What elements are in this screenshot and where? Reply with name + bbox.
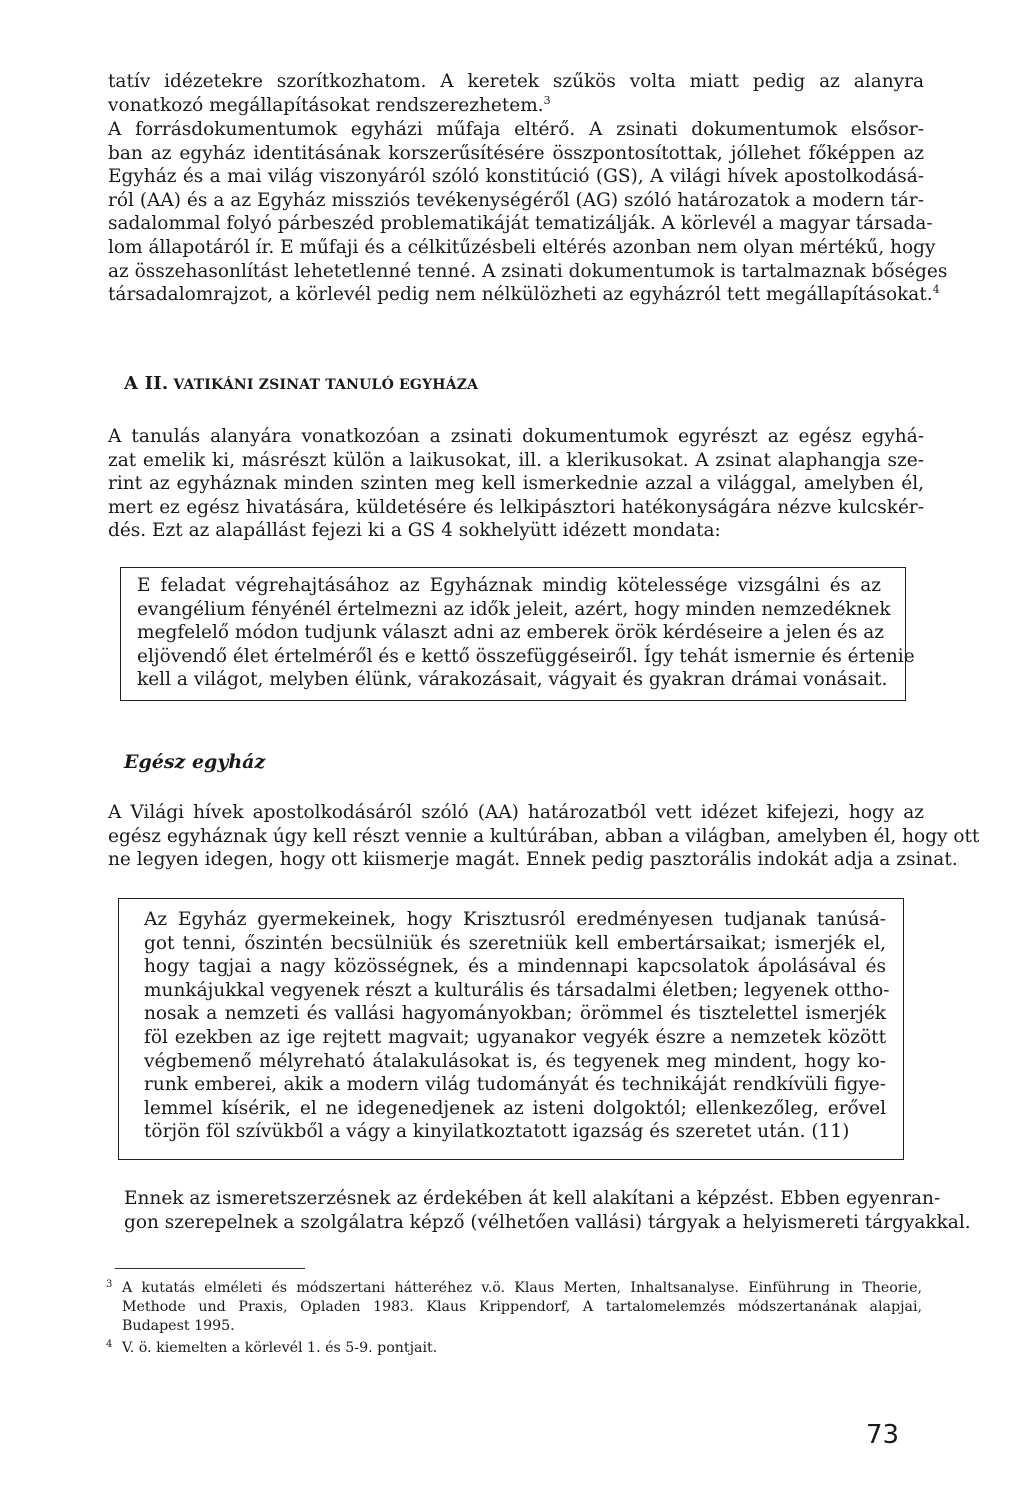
intro-paragraph-1 <box>108 70 924 117</box>
text-line: Ennek az ismeretszerzésnek az érdekében át kell alakítani a képzést. Ebben egyenran- <box>124 1188 941 1209</box>
text-line: kell a világot, melyben élünk, várakozásait, vágyait és gyakran drámai vonásait. <box>137 669 888 691</box>
text-line: ban az egyház identitásának korszerűsítésére összpontosítottak, jóllehet főképpen az <box>108 142 924 164</box>
text-line: törjön föl szívükből a vágy a kinyilatkoztatott igazság és szeretet után. (11) <box>144 1121 850 1143</box>
section-paragraph <box>108 425 924 543</box>
text-line: got tenni, őszintén becsülniük és szeretniük kell embertársaikat; ismerjék el, <box>144 932 886 954</box>
quote-box-gs4 <box>120 567 915 701</box>
text-line: eljövendő élet értelméről és e kettő összefüggéseiről. Így tehát ismernie és értenie <box>137 645 915 667</box>
text-line: végbemenő mélyreható átalakulásokat is, és tegyenek meg mindent, hogy ko- <box>144 1050 886 1072</box>
text-line: evangélium fényénél értelmezni az idők jeleit, azért, hogy minden nemzedéknek <box>137 598 891 620</box>
text-line: zat emelik ki, másrészt külön a laikusokat, ill. a klerikusokat. A zsinat alaphangja sze- <box>108 449 924 471</box>
text-line: munkájukkal vegyenek részt a kulturális és társadalmi életben; legyenek ottho- <box>144 979 890 1001</box>
footnote-line: A kutatás elméleti és módszertani hátteréhez v.ö. Klaus Merten, Inhaltsanalyse. Einführung in Theorie, <box>122 1280 922 1296</box>
quote-text <box>144 908 890 1144</box>
footnote-number: 3 <box>106 1279 113 1290</box>
closing-paragraph <box>124 1187 971 1234</box>
text-line: lemmel kísérik, el ne idegenedjenek az isteni dolgoktól; ellenkezőleg, erővel <box>144 1097 886 1119</box>
footnote-ref: 4 <box>932 283 940 296</box>
text-line: Egyház és a mai világ viszonyáról szóló konstitúció (GS), A világi hívek apostolkodásá- <box>108 166 924 188</box>
section-heading-title: VATIKÁNI ZSINAT TANULÓ EGYHÁZA <box>173 377 479 393</box>
text-line: ról (AA) és a az Egyház missziós tevékenységéről (AG) szóló határozatok a modern tár- <box>108 189 924 211</box>
text-line: mert ez egész hivatására, küldetésére és lelkipásztori hatékonyságára nézve kulcskér- <box>108 496 924 518</box>
text-line: ne legyen idegen, hogy ott kiismerje magát. Ennek pedig pasztorális indokát adja a zsinat. <box>108 849 958 871</box>
footnote-4 <box>106 1339 922 1358</box>
text-line: megfelelő módon tudjunk választ adni az emberek örök kérdéseire a jelen és az <box>137 622 885 644</box>
text-line: az összehasonlítást lehetetlenné tenné. A zsinati dokumentumok is tartalmaznak bőséges <box>108 260 948 282</box>
text-line: dés. Ezt az alapállást fejezi ki a GS 4 sokhelyütt idézett mondata: <box>108 520 721 542</box>
footnote-divider <box>115 1268 305 1269</box>
text-line: hogy tagjai a nagy közösségnek, és a mindennapi kapcsolatok ápolásával és <box>144 956 886 978</box>
text-line: nosak a nemzeti és vallási hagyományokban; örömmel és tisztelettel ismerjék <box>144 1003 886 1025</box>
footnote-3 <box>106 1279 922 1337</box>
footnote-line: V. ö. kiemelten a körlevél 1. és 5-9. pontjait. <box>122 1340 438 1356</box>
text-line: sadalommal folyó párbeszéd problematikáját tematizálják. A körlevél a magyar társada- <box>108 213 933 235</box>
subsection-paragraph <box>108 801 980 872</box>
text-line: gon szerepelnek a szolgálatra képző (vélhetően vallási) tárgyak a helyismereti tárgyakkal. <box>124 1211 971 1233</box>
intro-paragraph-2 <box>108 118 948 307</box>
section-heading <box>124 373 478 394</box>
section-heading-lead: A II. <box>124 373 169 394</box>
text-line: Az Egyház gyermekeinek, hogy Krisztusról eredményesen tudjanak tanúsá- <box>144 909 886 930</box>
subsection-heading: Egész egyház <box>124 751 266 773</box>
footnote-line: Budapest 1995. <box>122 1318 235 1335</box>
text-line: rint az egyháznak minden szinten meg kell ismerkednie azzal a világgal, amelyben él, <box>108 473 924 495</box>
text-line: A Világi hívek apostolkodásáról szóló (AA) határozatból vett idézet kifejezi, hogy az <box>108 802 924 823</box>
text-line: E feladat végrehajtásához az Egyháznak mindig kötelessége vizsgálni és az <box>137 575 881 596</box>
text-line: tatív idézetekre szorítkozhatom. A keretek szűkös volta miatt pedig az alanyra <box>108 71 924 92</box>
text-line: vonatkozó megállapításokat rendszerezhetem.$^3$ <box>108 93 551 116</box>
text-line: A tanulás alanyára vonatkozóan a zsinati dokumentumok egyrészt az egész egyhá- <box>108 426 924 447</box>
text-line: lom állapotáról ír. E műfaji és a célkitűzésbeli eltérés azonban nem olyan mértékű, hogy <box>108 236 936 258</box>
footnote-line: Methode und Praxis, Opladen 1983. Klaus Krippendorf, A tartalomelemzés módszertanának alapjai, <box>122 1299 922 1316</box>
footnote-ref: 3 <box>543 93 551 107</box>
page-number: 73 <box>866 1420 900 1450</box>
quote-box-aa11 <box>118 898 904 1160</box>
text-line: társadalomrajzot, a körlevél pedig nem nélkülözheti az egyházról tett megállapításokat.$^4$ <box>108 283 940 306</box>
footnote-number: 4 <box>106 1339 113 1350</box>
text-line: föl ezekben az ige rejtett magvait; ugyanakor vegyék észre a nemzetek között <box>144 1026 886 1048</box>
quote-text <box>137 574 915 692</box>
text-line: runk emberei, akik a modern világ tudományát és technikáját rendkívüli figye- <box>144 1074 886 1096</box>
text-line: egész egyháznak úgy kell részt vennie a kultúrában, abban a világban, amelyben él, hogy ott <box>108 825 980 847</box>
text-line: A forrásdokumentumok egyházi műfaja eltérő. A zsinati dokumentumok elsősor- <box>108 119 924 140</box>
